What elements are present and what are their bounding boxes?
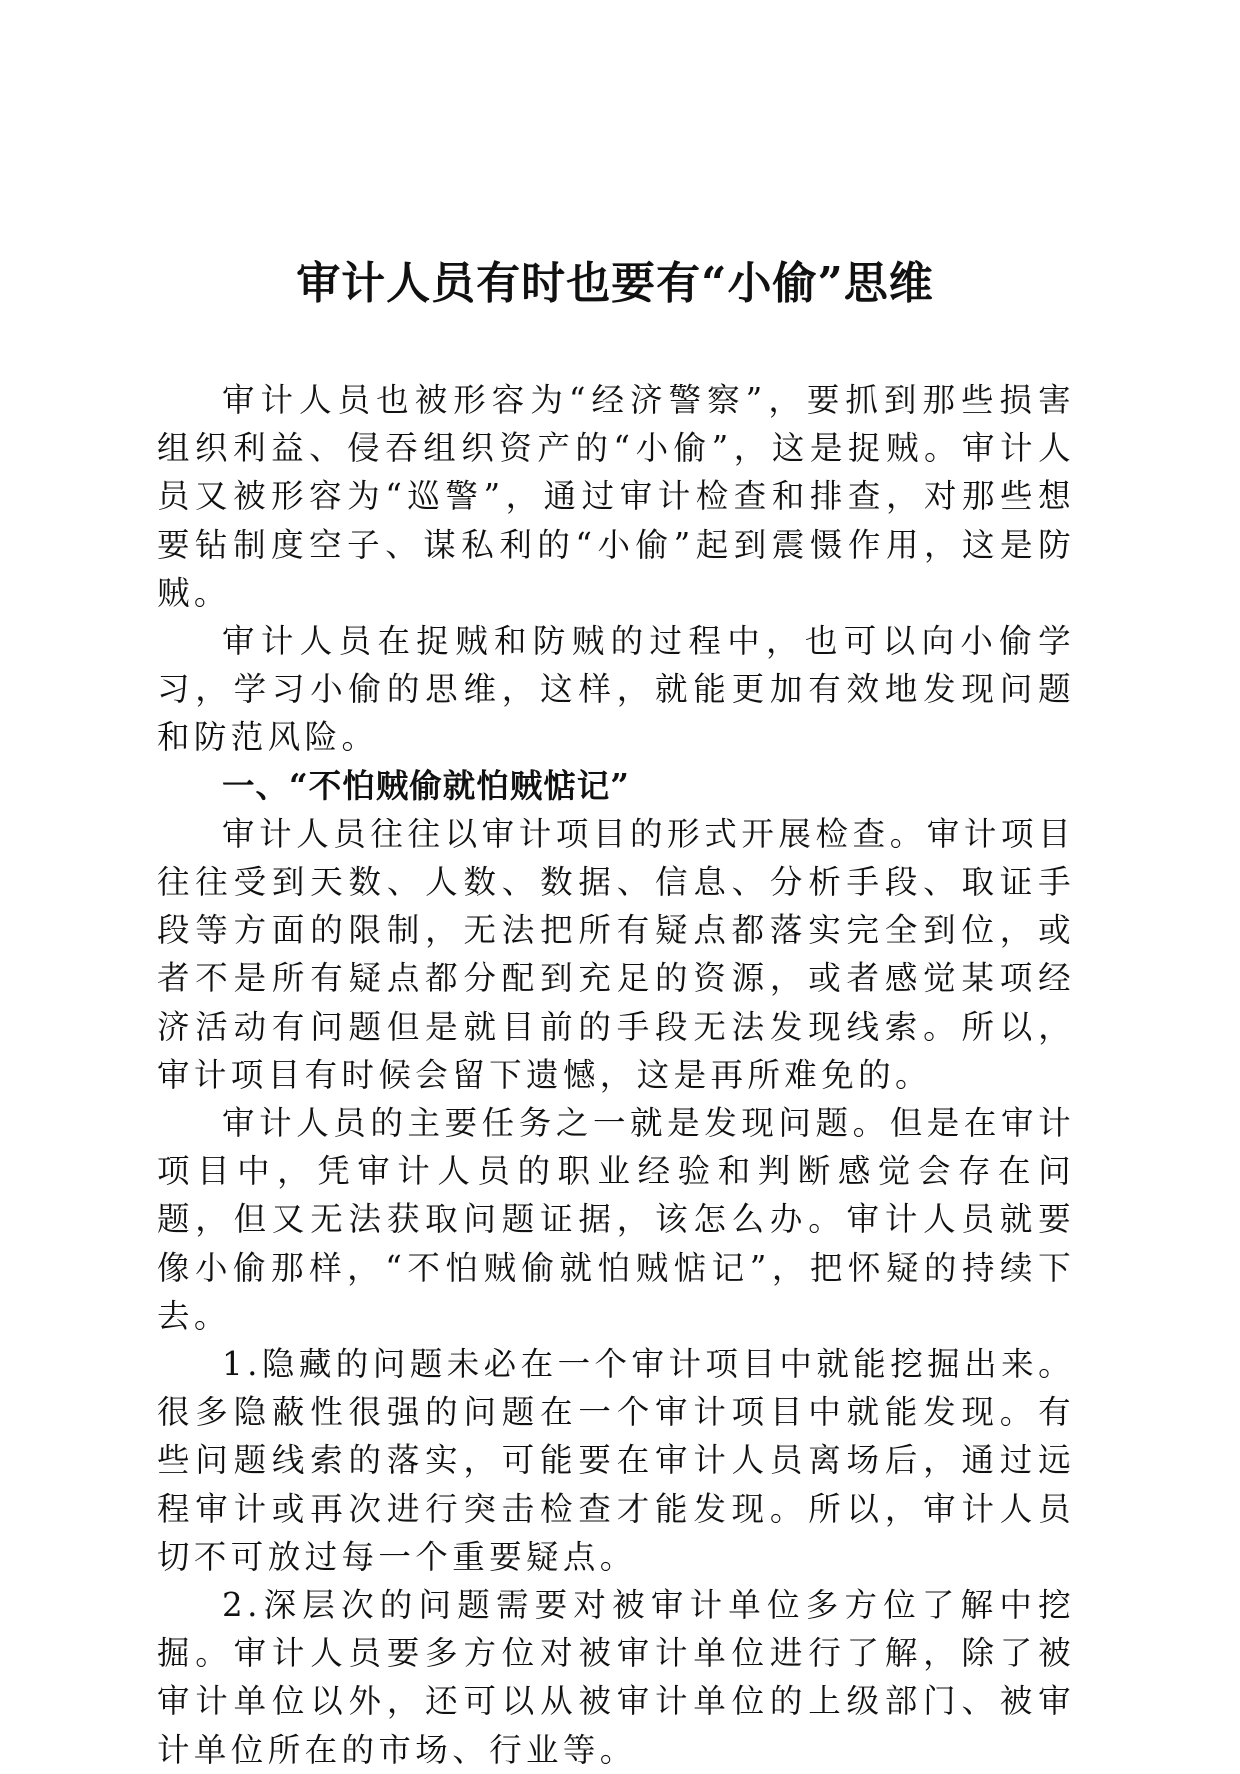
document-title: 审计人员有时也要有“小偷”思维: [296, 258, 934, 309]
paragraph-intro-1: 审计人员也被形容为“经济警察”，要抓到那些损害组织利益、侵吞组织资产的“小偷”，这是捉贼。审计人员又被形容为“巡警”，通过审计检查和排查，对那些想要钻制度空子、谋私利的“小偷”起到震慑作用，这是防贼。: [157, 381, 1075, 612]
section-1-paragraph-3: 1.隐藏的问题未必在一个审计项目中就能挖掘出来。很多隐蔽性很强的问题在一个审计项目中就能发现。有些问题线索的落实，可能要在审计人员离场后，通过远程审计或再次进行突击检查才能发现。所以，审计人员切不可放过每一个重要疑点。: [157, 1345, 1075, 1576]
section-1-paragraph-1: 审计人员往往以审计项目的形式开展检查。审计项目往往受到天数、人数、数据、信息、分析手段、取证手段等方面的限制，无法把所有疑点都落实完全到位，或者不是所有疑点都分配到充足的资源，或者感觉某项经济活动有问题但是就目前的手段无法发现线索。所以，审计项目有时候会留下遗憾，这是再所难免的。: [157, 814, 1075, 1094]
section-1-heading: 一、“不怕贼偷就怕贼惦记”: [222, 765, 630, 805]
section-1-paragraph-4: 2.深层次的问题需要对被审计单位多方位了解中挖掘。审计人员要多方位对被审计单位进行了解，除了被审计单位以外，还可以从被审计单位的上级部门、被审计单位所在的市场、行业等。: [157, 1586, 1075, 1769]
paragraph-intro-2: 审计人员在捉贼和防贼的过程中，也可以向小偷学习，学习小偷的思维，这样，就能更加有效地发现问题和防范风险。: [157, 622, 1075, 757]
section-1-paragraph-2: 审计人员的主要任务之一就是发现问题。但是在审计项目中，凭审计人员的职业经验和判断感觉会存在问题，但又无法获取问题证据，该怎么办。审计人员就要像小偷那样，“不怕贼偷就怕贼惦记”，把怀疑的持续下去。: [157, 1104, 1075, 1335]
document-body: [157, 376, 1075, 1774]
